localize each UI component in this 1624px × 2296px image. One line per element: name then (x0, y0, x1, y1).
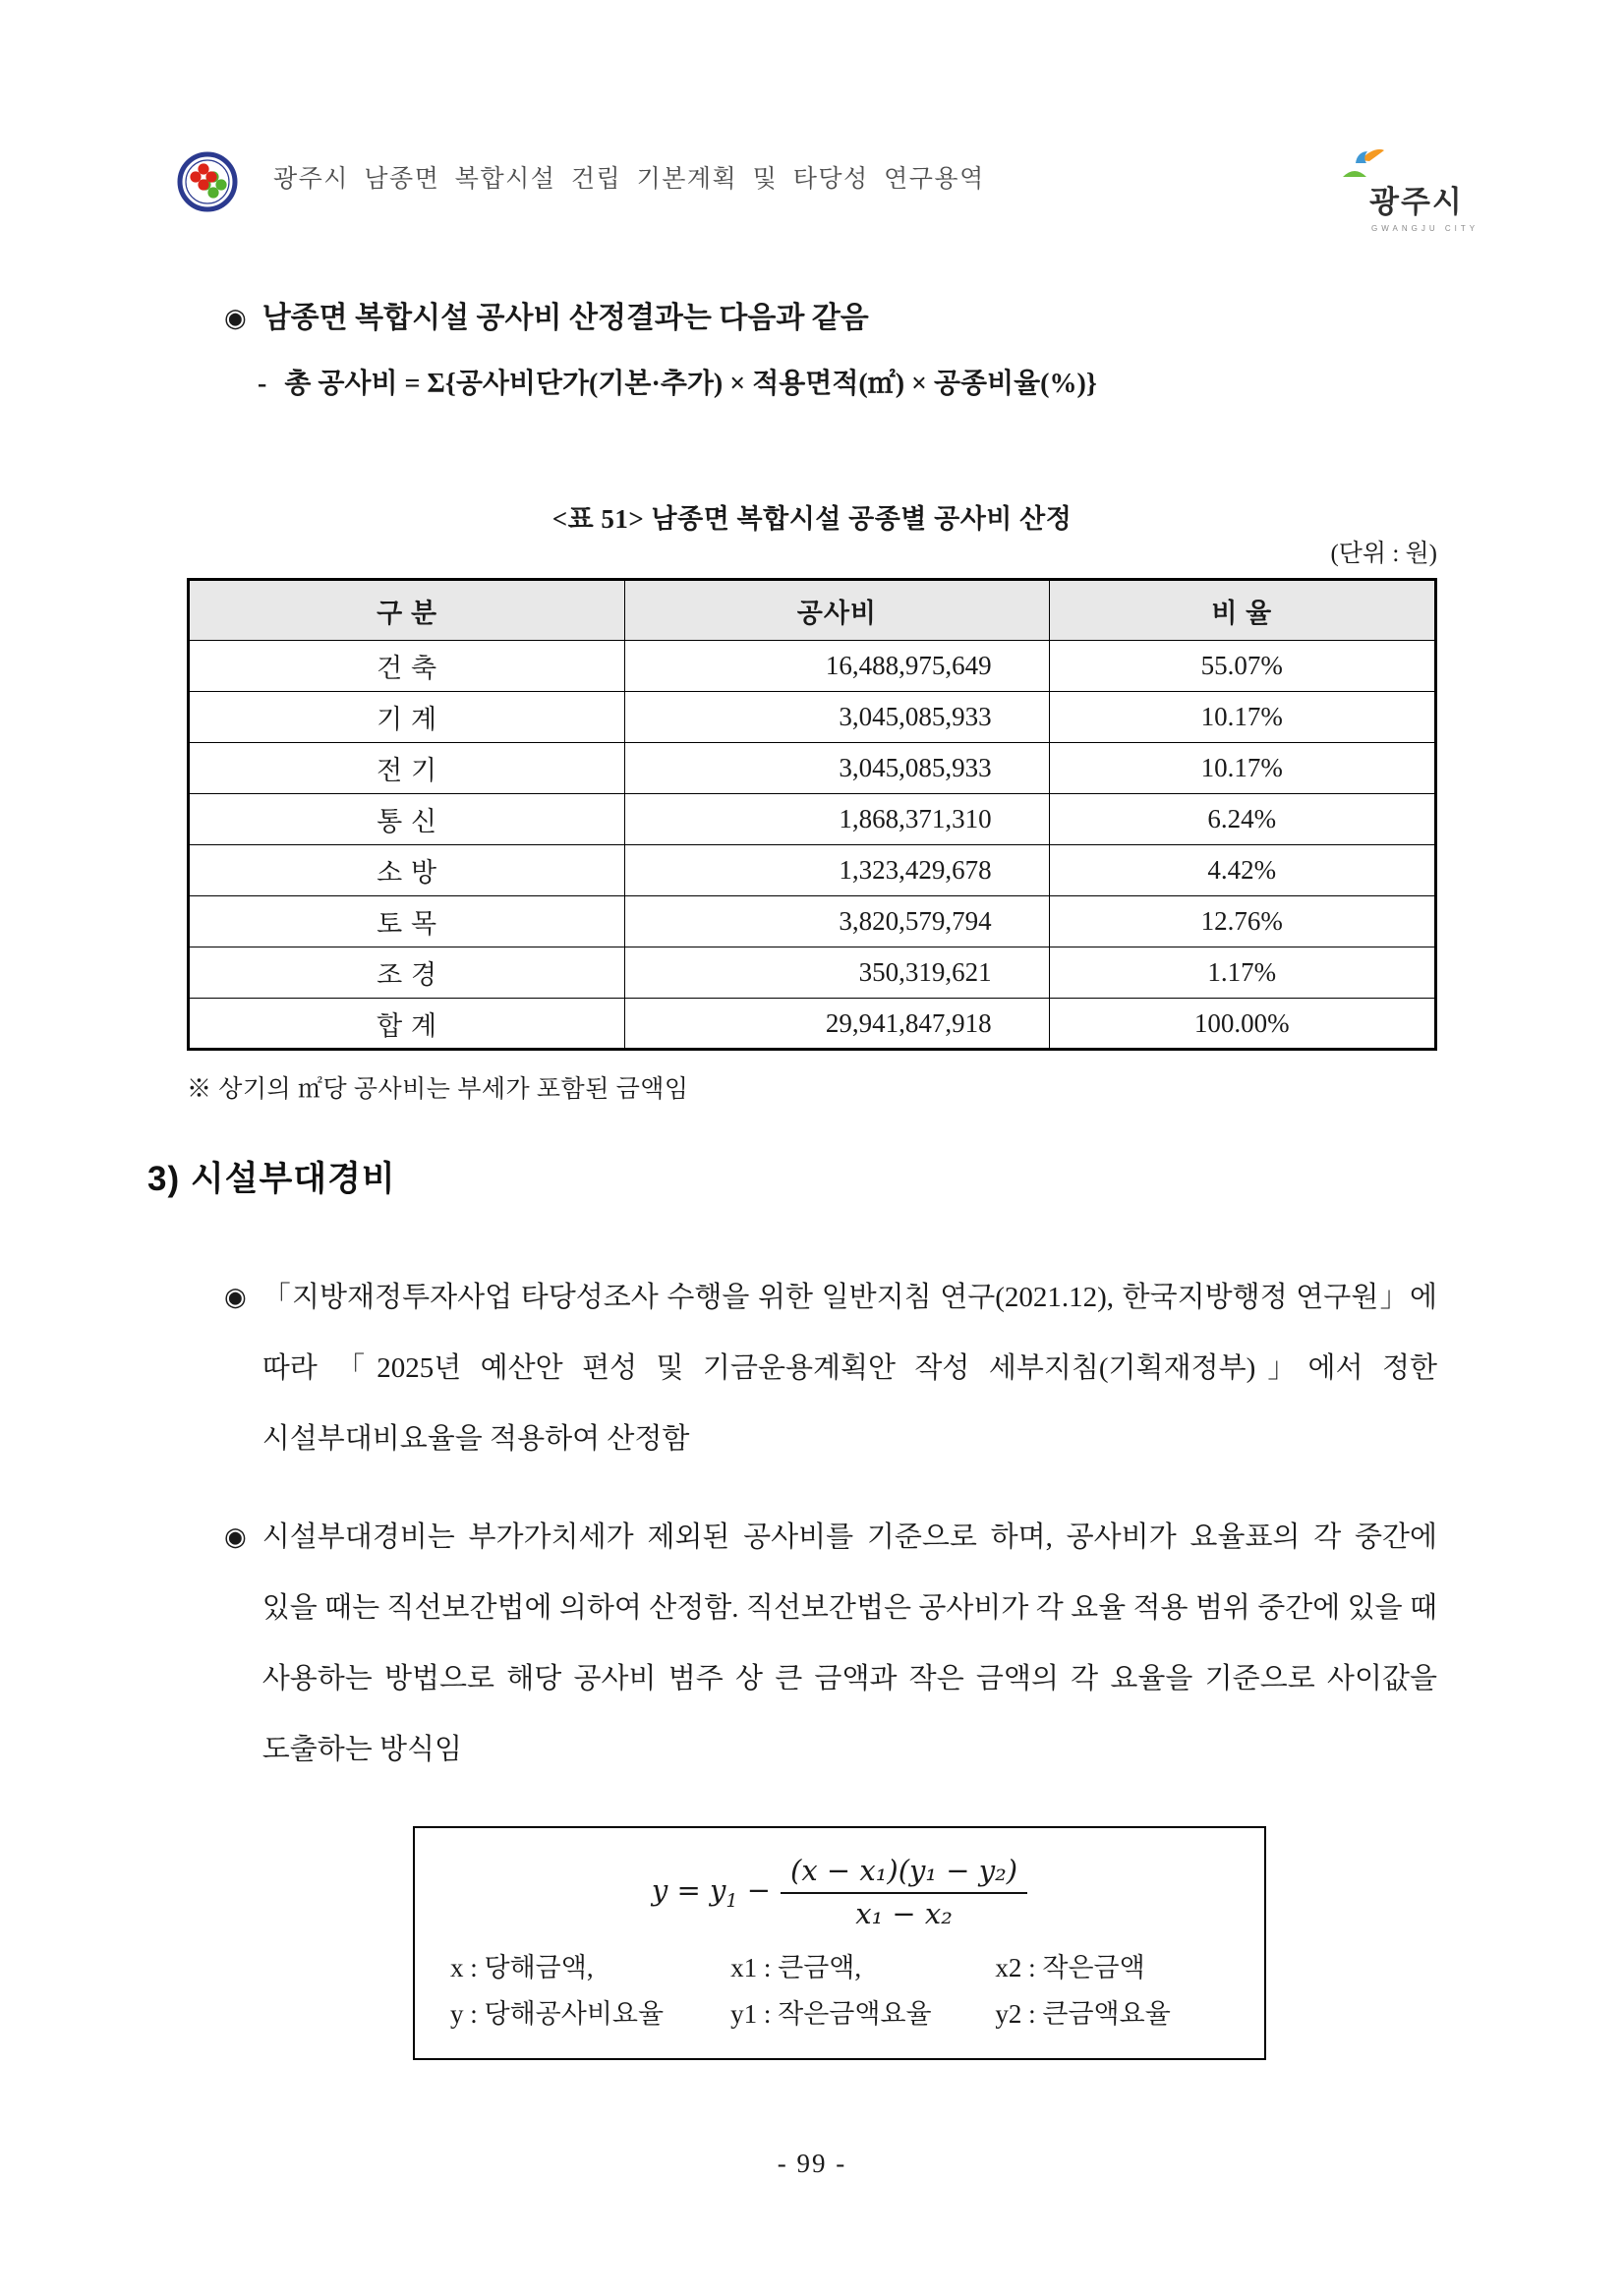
row-category: 토 목 (189, 896, 625, 947)
row-ratio: 10.17% (1049, 743, 1435, 794)
table-row (189, 896, 1436, 947)
formula-legend (450, 1946, 1229, 2031)
row-category: 조 경 (189, 947, 625, 999)
row-ratio: 12.76% (1049, 896, 1435, 947)
formula-fraction (781, 1854, 1027, 1930)
cost-table (187, 578, 1437, 1051)
intro-sub-bullet (258, 362, 1437, 407)
row-category: 기 계 (189, 692, 625, 743)
table-row (189, 743, 1436, 794)
total-cost-formula-text: 총 공사비 = Σ{공사비단가(기본·추가) × 적용면적(㎡) × 공종비율(%)} (284, 369, 1097, 399)
table-row (189, 845, 1436, 896)
table-header-row (189, 580, 1436, 641)
col-header-cost: 공사비 (625, 580, 1049, 641)
gwangju-si-emblem-icon (177, 151, 238, 212)
section-heading: 3) 시설부대경비 (147, 1160, 396, 1198)
fisheye-bullet-icon: ◉ (224, 1283, 247, 1312)
row-ratio: 6.24% (1049, 794, 1435, 845)
intro-bullet-text: 남종면 복합시설 공사비 산정결과는 다음과 같음 (261, 302, 869, 334)
row-category: 건 축 (189, 641, 625, 692)
table-row-total (189, 999, 1436, 1050)
gwangju-logo-subtext: GWANGJU CITY (1371, 224, 1479, 233)
section-bullet-text: 「지방재정투자사업 타당성조사 수행을 위한 일반지침 연구(2021.12), 한국지방행정 연구원」에 따라 「2025년 예산안 편성 및 기금운용계획안 작성 세부지침(기획재정부)」에서 정한 시설부대비요율을 적용하여 산정함 (261, 1282, 1437, 1455)
row-category: 통 신 (189, 794, 625, 845)
dash-bullet-icon: - (258, 369, 267, 399)
row-ratio: 1.17% (1049, 947, 1435, 999)
header-title: 광주시 남종면 복합시설 건립 기본계획 및 타당성 연구용역 (273, 165, 985, 193)
table-footnote: ※ 상기의 ㎡당 공사비는 부세가 포함된 금액임 (187, 1076, 689, 1103)
table-row (189, 692, 1436, 743)
row-cost: 350,319,621 (625, 947, 1049, 999)
col-header-category: 구 분 (189, 580, 625, 641)
col-header-ratio: 비 율 (1049, 580, 1435, 641)
table-unit-label: (단위 : 원) (1330, 541, 1437, 567)
row-cost: 29,941,847,918 (625, 999, 1049, 1050)
table-row (189, 947, 1436, 999)
row-category: 소 방 (189, 845, 625, 896)
page-number: - 99 - (777, 2149, 847, 2178)
legend-y1: y1 : 작은금액요율 (730, 1999, 932, 2029)
row-category: 합 계 (189, 999, 625, 1050)
row-cost: 1,323,429,678 (625, 845, 1049, 896)
gwangju-logo-text: 광주시 (1369, 185, 1464, 219)
row-ratio: 10.17% (1049, 692, 1435, 743)
section-bullet-text: 시설부대경비는 부가가치세가 제외된 공사비를 기준으로 하며, 공사비가 요율표의 각 중간에 있을 때는 직선보간법에 의하여 산정함. 직선보간법은 공사비가 각 요율 적용 범위 중간에 있을 때 사용하는 방법으로 해당 공사비 범주 상 큰 금액과 작은 금액의 각 요율을 기준으로 사이값을 도출하는 방식임 (261, 1521, 1437, 1765)
fraction-numerator: (x − x₁)(y₁ − y₂) (781, 1854, 1027, 1894)
row-cost: 3,045,085,933 (625, 692, 1049, 743)
legend-y: y : 당해공사비요율 (450, 1999, 665, 2029)
interpolation-formula (450, 1854, 1229, 1930)
legend-y2: y2 : 큰금액요율 (995, 1999, 1171, 2029)
page-header (177, 147, 1479, 246)
row-ratio: 100.00% (1049, 999, 1435, 1050)
row-cost: 3,820,579,794 (625, 896, 1049, 947)
gwangju-bird-icon (1340, 147, 1385, 183)
gwangju-city-logo (1354, 161, 1479, 233)
fisheye-bullet-icon: ◉ (224, 304, 247, 333)
table-caption: <표 51> 남종면 복합시설 공종별 공사비 산정 (551, 504, 1073, 534)
row-cost: 1,868,371,310 (625, 794, 1049, 845)
intro-bullet (224, 295, 1437, 342)
section-bullet (224, 1262, 1437, 1474)
row-category: 전 기 (189, 743, 625, 794)
table-row (189, 641, 1436, 692)
fisheye-bullet-icon: ◉ (224, 1522, 247, 1552)
row-ratio: 4.42% (1049, 845, 1435, 896)
section-bullet (224, 1502, 1437, 1785)
row-ratio: 55.07% (1049, 641, 1435, 692)
row-cost: 3,045,085,933 (625, 743, 1049, 794)
interpolation-formula-box (413, 1826, 1266, 2060)
table-row (189, 794, 1436, 845)
legend-x2: x2 : 작은금액 (995, 1953, 1145, 1982)
fraction-denominator: x₁ − x₂ (855, 1897, 953, 1930)
legend-x1: x1 : 큰금액, (730, 1953, 862, 1982)
legend-x: x : 당해금액, (450, 1953, 594, 1982)
row-cost: 16,488,975,649 (625, 641, 1049, 692)
formula-lhs: $y = y_1$ − (651, 1872, 772, 1912)
